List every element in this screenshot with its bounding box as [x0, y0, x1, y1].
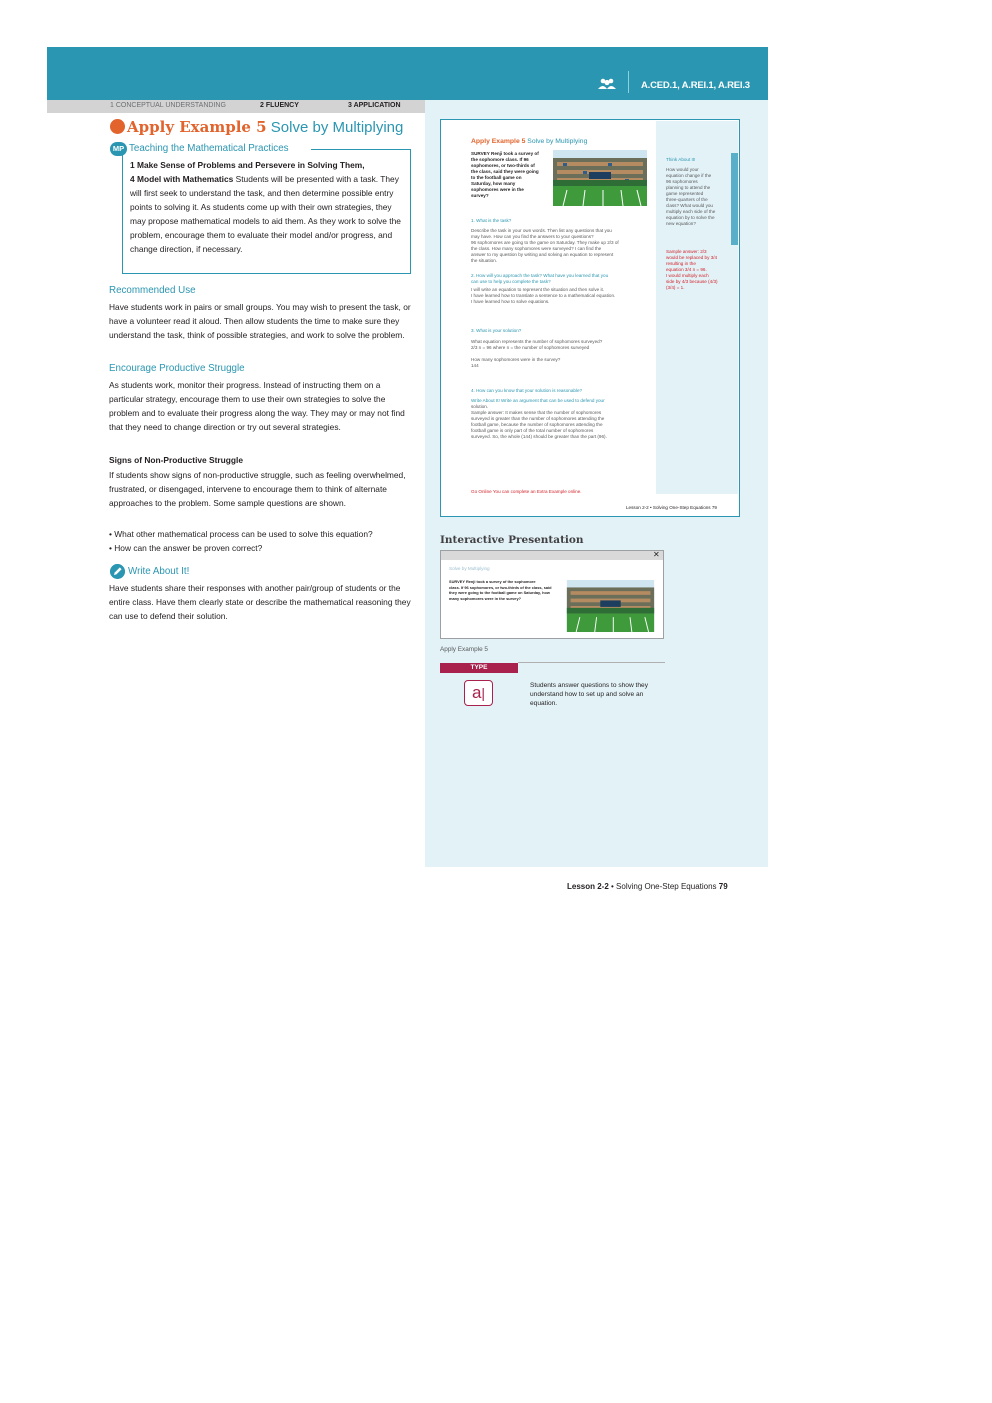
thumb-text-line: the situation. — [471, 258, 498, 263]
thumb-footer: Lesson 2-2 • Solving One-Step Equations 79 — [626, 505, 717, 510]
thumb-text-line: answer to my question by writing and solving an equation to represent — [471, 252, 614, 257]
thumb-text-line: SURVEY Renji took a survey of the sophomore — [449, 579, 536, 584]
title-apply: Apply Example 5 — [127, 118, 267, 136]
thumb-text-line: surveyed is greater than the number of sophomores attending the — [471, 416, 605, 421]
page-title — [110, 118, 403, 136]
thumb-a2 — [471, 287, 651, 305]
thumb-survey-line: sophomores, or two-thirds of — [471, 163, 535, 168]
thumb-text-line: class? What would you — [666, 203, 713, 208]
productive-struggle-body: As students work, monitor their progress. Instead of instructing them on a particular strategy, encourage them to use their own strategies to solve the problem and to evaluate their progress along the way. They may or may not find that they need to change direction or try out several strategies. — [109, 380, 405, 433]
interactive-presentation-heading: Interactive Presentation — [440, 534, 584, 546]
thumb-q1: 1. What is the task? — [471, 218, 512, 223]
thumb-text-line: What equation represents the number of sophomores surveyed? — [471, 339, 603, 344]
thumb-text-line: they were going to the football game on Saturday, how — [449, 590, 550, 595]
thumb-text-line: (3/4) = 1. — [666, 285, 685, 290]
thumb-text-line: new equation? — [666, 221, 696, 226]
interactive-screen-topbar — [441, 551, 663, 560]
thumb-text-line: I have learned how to translate a sentence to a mathematical equation. — [471, 293, 616, 298]
write-about-it-body: Have students share their responses with another pair/group of students or the entire class. Have them clearly state or describe the mathematical reasoning they can use to defend their solution. — [109, 583, 411, 622]
type-divider — [518, 662, 665, 663]
thumb-text-line: football game is only part of the total number of sophomores — [471, 428, 594, 433]
standards-label: A.CED.1, A.REI.1, A.REI.3 — [641, 80, 750, 91]
header-separator — [628, 71, 629, 93]
thumb-title-sub: Solve by Multiplying — [527, 138, 588, 145]
thumb-q3: 3. What is your solution? — [471, 328, 522, 333]
text-type-icon-letter: a — [471, 683, 482, 702]
thumb-title — [471, 138, 587, 146]
thumb-think-text — [666, 167, 726, 227]
mp-badge-icon: MP — [110, 142, 127, 156]
thumb-survey — [471, 151, 553, 199]
globe-icon — [110, 119, 125, 134]
thumb-text-line: I will write an equation to represent the situation and then solve it. — [471, 287, 605, 292]
people-group-icon — [598, 78, 616, 90]
thumb-text-line: can use to help you complete the task? — [471, 279, 551, 284]
thumb-text-line: 96 sophomores are going to the game on Saturday. They make up 2/3 of — [471, 240, 619, 245]
thumb-a4 — [471, 398, 651, 440]
thumb-text-line: 96 sophomores — [666, 179, 698, 184]
thumb-text-line: equation by to solve the — [666, 215, 715, 220]
tab-fluency: 2 FLUENCY — [260, 102, 299, 109]
header-band — [47, 47, 768, 100]
thumb-text-line: football game, because the number of sophomores attending the — [471, 422, 603, 427]
thumb-text-line: solution. — [471, 404, 489, 409]
thumb-survey-line: to the football game on — [471, 175, 522, 180]
thumb-text-line: How would your — [666, 167, 699, 172]
text-type-icon: a| — [464, 680, 493, 706]
interactive-screen-text — [449, 579, 564, 601]
thumb-survey-line: the class, said they were going — [471, 169, 539, 174]
mp-heading: Teaching the Mathematical Practices — [129, 143, 289, 154]
thumb-q4: 4. How can you know that your solution is reasonable? — [471, 388, 583, 393]
footer-separator: • — [608, 882, 617, 891]
thumb-a1 — [471, 228, 651, 264]
thumb-text-line: Sample answer: 2/3 — [666, 249, 707, 254]
thumb-text-line: Describe the task in your own words. Then list any questions that you — [471, 228, 612, 233]
thumb-text-line: Write About It! Write an argument that can be used to defend your — [471, 398, 605, 403]
thumb-text-line: 2/3 n = 96 where n = the number of sophomores surveyed — [471, 345, 590, 350]
thumb-text-line: How many sophomores were in the survey? — [471, 357, 561, 362]
lesson-phase-tabs — [47, 100, 425, 113]
footer-title: Solving One-Step Equations — [616, 882, 717, 891]
thumb-survey-line: Saturday, how many — [471, 181, 516, 186]
thumb-title-apply: Apply Example 5 — [471, 138, 526, 145]
mp-text — [130, 158, 405, 256]
thumb-text-line: equation 3/4 n = 96. — [666, 267, 707, 272]
thumb-a3 — [471, 339, 651, 369]
sample-question-2: • How can the answer be proven correct? — [109, 543, 263, 553]
thumb-text-line: game represented — [666, 191, 704, 196]
thumb-text-line: class. If 96 sophomores, or two-thirds of the class, said — [449, 584, 552, 590]
thumb-survey-line: survey? — [471, 193, 489, 198]
thumb-text-line: equation change if the — [666, 173, 712, 178]
thumb-q2 — [471, 273, 651, 285]
write-about-it-heading: Write About It! — [128, 566, 190, 577]
thumb-text-line: 144 — [471, 363, 479, 368]
thumb-text-line: I would multiply each — [666, 273, 709, 278]
close-icon[interactable]: ✕ — [653, 550, 660, 559]
stadium-photo — [564, 580, 657, 632]
thumbnail-scrollbar — [731, 153, 738, 245]
thumb-text-line: the class. How many sophomores were surveyed? I can find the — [471, 246, 602, 251]
interactive-screen-title: Solve by Multiplying — [449, 566, 490, 571]
tab-application: 3 APPLICATION — [348, 102, 401, 109]
non-productive-heading: Signs of Non-Productive Struggle — [109, 455, 244, 465]
thumb-text-line: many sophomores were in the survey? — [449, 595, 521, 601]
thumb-text-line: surveyed. So, the whole (144) should be greater than the part (96). — [471, 434, 607, 439]
mp-body: Students will be presented with a task. They will first seek to understand the task, and then determine possible entry points to solving it. As students come up with their own strategies, they may propose mathematical models to aid them. As they work to solve the problem, encourage them to evaluate their model and/or progress, and change direction, if necessary. — [130, 174, 401, 254]
thumb-survey-line: SURVEY Renji took a survey of — [471, 151, 539, 156]
thumb-text-line: may have. How can you find the answers to your questions? — [471, 234, 594, 239]
thumb-text-line: Sample answer: It makes sense that the number of sophomores — [471, 410, 602, 415]
page-footer — [567, 882, 728, 891]
recommended-use-heading: Recommended Use — [109, 285, 196, 296]
tab-conceptual-understanding: 1 CONCEPTUAL UNDERSTANDING — [110, 102, 226, 109]
thumb-survey-line: the sophomore class. If 96 — [471, 157, 529, 162]
sample-question-1: • What other mathematical process can be used to solve this equation? — [109, 529, 373, 539]
thumb-go-online: Go Online You can complete an Extra Example online. — [471, 489, 582, 494]
thumb-text-line: resulting in the — [666, 261, 696, 266]
thumb-think-answer — [666, 249, 730, 291]
stadium-photo — [553, 150, 647, 206]
title-sub: Solve by Multiplying — [270, 119, 404, 136]
page-number: 79 — [718, 882, 728, 891]
thumb-text-line: side by 4/3 because (4/3) — [666, 279, 718, 284]
thumb-text-line: planning to attend the — [666, 185, 711, 190]
footer-lesson: Lesson 2-2 — [567, 882, 609, 891]
thumb-think-heading: Think About It! — [666, 157, 696, 162]
mp-lead-2: 4 Model with Mathematics — [130, 174, 234, 184]
pencil-icon — [110, 564, 125, 579]
recommended-use-body: Have students work in pairs or small groups. You may wish to present the task, or have a volunteer read it aloud. Then allow students the time to make sure they understand the task, think of possible strategies, and work to solve the problem. — [109, 302, 411, 341]
type-description: Students answer questions to show they understand how to set up and solve an equation. — [530, 682, 649, 707]
thumb-text-line: three-quarters of the — [666, 197, 708, 202]
productive-struggle-heading: Encourage Productive Struggle — [109, 363, 245, 374]
thumb-text-line: multiply each side of the — [666, 209, 716, 214]
thumb-text-line: would be replaced by 3/4 — [666, 255, 718, 260]
mp-lead-1: 1 Make Sense of Problems and Persevere in Solving Them, — [130, 160, 365, 170]
thumb-text-line: 2. How will you approach the task? What have you learned that you — [471, 273, 609, 278]
thumb-text-line: I have learned how to solve equations. — [471, 299, 550, 304]
interactive-caption: Apply Example 5 — [440, 646, 488, 653]
type-label: TYPE — [440, 663, 518, 673]
thumb-survey-line: sophomores were in the — [471, 187, 524, 192]
non-productive-body: If students show signs of non-productive struggle, such as feeling overwhelmed, frustrated, or disengaged, intervene to encourage them to think of alternate approaches to the problem. Some sample questions are shown. — [109, 470, 406, 509]
